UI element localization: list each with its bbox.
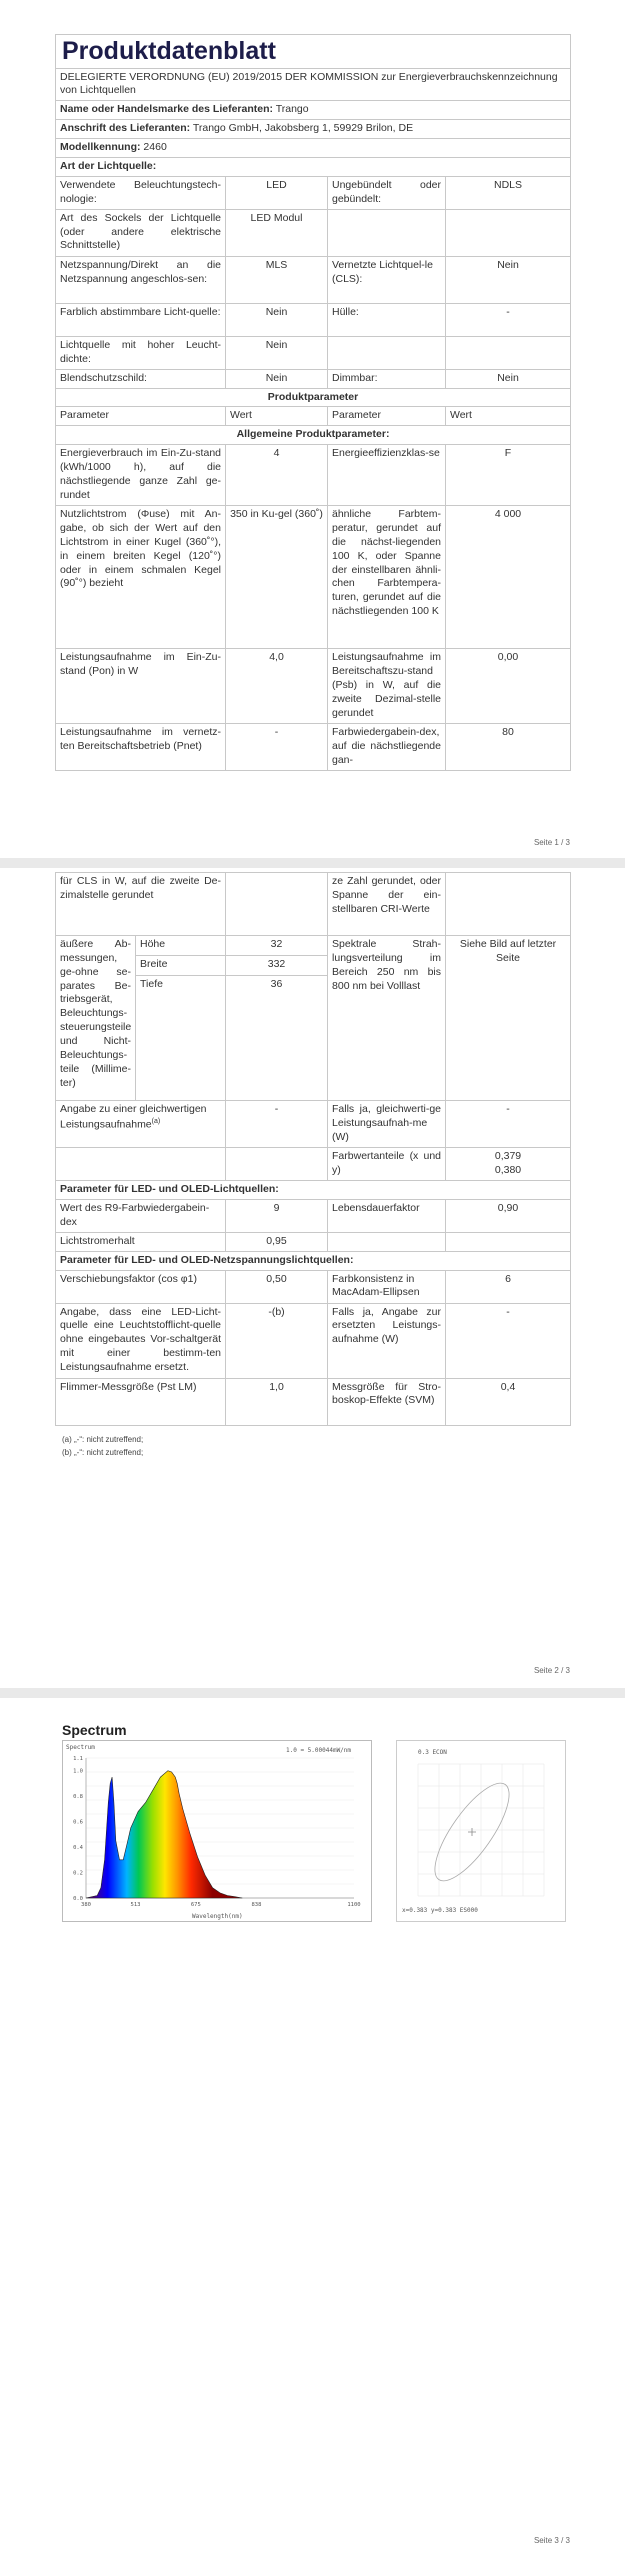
y-tick-label: 0.0 xyxy=(73,1896,83,1902)
y-tick-label: 0.8 xyxy=(73,1794,83,1801)
table-row: Flimmer-Messgröße (Pst LM) 1,0 Messgröße für Stro-boskop-Effekte (SVM) 0,4 xyxy=(56,1378,571,1425)
table-row: Farblich abstimmbare Licht-quelle: Nein Hülle: - xyxy=(56,303,571,336)
model-row xyxy=(56,138,571,157)
mains-params-header: Parameter für LED- und OLED-Netzspannungslichtquellen: xyxy=(56,1251,571,1270)
datasheet-table-1 xyxy=(55,34,571,771)
x-tick-label: 675 xyxy=(190,1902,201,1908)
chromaticity-annotation: x=0.383 y=0.383 ES000 xyxy=(402,1907,478,1914)
column-header-row: Parameter Wert Parameter Wert xyxy=(56,407,571,426)
table-row: für CLS in W, auf die zweite De-zimalstelle gerundet ze Zahl gerundet, oder Spanne der ein-stellbaren CRI-Werte xyxy=(56,873,571,936)
supplier-name: Trango xyxy=(275,103,309,116)
spectrum-xlabel: Wavelength(nm) xyxy=(192,1913,243,1920)
page-number-3: Seite 3 / 3 xyxy=(533,2536,570,2545)
table-row: Angabe, dass eine LED-Licht-quelle eine Leuchtstofflicht-quelle ohne eingebautes Vor-schaltgerät mit einer bestimm-ten Leistungsaufnahme ersetzt. -(b) Falls ja, Angabe zur ersetzten Leistungs-aufnahme (W) - xyxy=(56,1303,571,1378)
table-row: Lichtstromerhalt 0,95 xyxy=(56,1232,571,1251)
table-row: Lichtquelle mit hoher Leucht-dichte: Nein xyxy=(56,336,571,369)
supplier-name-row xyxy=(56,101,571,120)
chromaticity-title: 0.3 ECON xyxy=(418,1749,447,1756)
datasheet-part-1 xyxy=(55,34,570,771)
table-row: Angabe zu einer gleichwertigen Leistungsaufnahme$^{(a)}$ - Falls ja, gleichwerti-ge Leistungsaufnah-me (W) - xyxy=(56,1101,571,1148)
spectrum-chart xyxy=(62,1740,372,1922)
footnote-b: (b) „-“: nicht zutreffend; xyxy=(62,1447,144,1457)
y-tick-label: 1.1 xyxy=(73,1756,83,1762)
product-params-header: Produktparameter xyxy=(56,388,571,407)
model-value: 2460 xyxy=(143,140,167,153)
table-row: Verschiebungsfaktor (cos φ1) 0,50 Farbkonsistenz in MacAdam-Ellipsen 6 xyxy=(56,1270,571,1303)
table-row: Netzspannung/Direkt an die Netzspannung angeschlos-sen: MLS Vernetzte Lichtquel-le (CLS): Nein xyxy=(56,256,571,303)
light-source-header: Art der Lichtquelle: xyxy=(56,157,571,176)
page-title: Produktdatenblatt xyxy=(56,35,571,69)
spectrum-title: Spectrum xyxy=(62,1722,127,1738)
table-row: Verwendete Beleuchtungstech-nologie: LED Ungebündelt oder gebündelt: NDLS xyxy=(56,176,571,209)
supplier-address-label: Anschrift des Lieferanten: xyxy=(60,122,191,135)
dimensions-label: äußere Ab-messungen, ge-ohne se-parates Be-triebsgerät, Beleuchtungs-steuerungsteile und Nicht-Beleuchtungs-teile (Millime-ter) xyxy=(56,936,136,1101)
x-tick-label: 380 xyxy=(81,1902,91,1908)
footnote-a: (a) „-“: nicht zutreffend; xyxy=(62,1435,144,1444)
page-1 xyxy=(0,0,625,858)
supplier-name-label: Name oder Handelsmarke des Lieferanten: xyxy=(60,103,273,116)
regulation-text: DELEGIERTE VERORDNUNG (EU) 2019/2015 DER KOMMISSION zur Energieverbrauchskennzeichnung von Lichtquellen xyxy=(56,68,571,101)
general-params-header: Allgemeine Produktparameter: xyxy=(56,426,571,445)
y-tick-label: 0.6 xyxy=(73,1819,83,1826)
page-number-2: Seite 2 / 3 xyxy=(533,1666,570,1675)
table-row: Leistungsaufnahme im Ein-Zu-stand (Pon) in W 4,0 Leistungsaufnahme im Bereitschaftszu-stand (Psb) in W, auf die zweite Dezimal-stelle gerundet 0,00 xyxy=(56,649,571,724)
dimensions-row: äußere Ab-messungen, ge-ohne se-parates Be-triebsgerät, Beleuchtungs-steuerungsteile und Nicht-Beleuchtungs-teile (Millime-ter) Höhe 32 Spektrale Strah-lungsverteilung im Bereich 250 nm bis 800 nm bei Volllast Siehe Bild auf letzter Seite xyxy=(56,936,571,956)
model-label: Modellkennung: xyxy=(60,140,141,153)
table-row: Blendschutzschild: Nein Dimmbar: Nein xyxy=(56,369,571,388)
footnotes xyxy=(62,1434,143,1460)
table-row: Wert des R9-Farbwiedergabein-dex 9 Lebensdauerfaktor 0,90 xyxy=(56,1199,571,1232)
supplier-address: Trango GmbH, Jakobsberg 1, 59929 Brilon, DE xyxy=(192,122,414,135)
spectrum-annotation: 1.0 = 5.00044mW/nm xyxy=(286,1747,352,1754)
y-tick-label: 0.4 xyxy=(73,1845,83,1852)
dimensions-row: Breite 332 xyxy=(56,956,571,976)
chromaticity-chart xyxy=(396,1740,566,1922)
y-tick-label: 0.2 xyxy=(73,1870,83,1877)
supplier-address-row xyxy=(56,120,571,139)
page-3 xyxy=(0,1698,625,2560)
dimensions-row: Tiefe 36 xyxy=(56,976,571,1101)
x-tick-label: 1100 xyxy=(347,1902,361,1908)
table-row: Energieverbrauch im Ein-Zu-stand (kWh/1000 h), auf die nächstliegende ganze Zahl ge-rundet 4 Energieeffizienzklas-se F xyxy=(56,445,571,506)
page-2 xyxy=(0,868,625,1688)
x-tick-label: 838 xyxy=(251,1902,262,1908)
table-row: Leistungsaufnahme im vernetz-ten Bereitschaftsbetrieb (Pnet) - Farbwiedergabein-dex, auf die nächstliegende gan- 80 xyxy=(56,724,571,771)
spectrum-ylabel: Spectrum xyxy=(66,1744,95,1751)
table-row: Art des Sockels der Lichtquelle (oder andere elektrische Schnittstelle) LED Modul xyxy=(56,209,571,256)
datasheet-part-2 xyxy=(55,872,570,1426)
page-number-1: Seite 1 / 3 xyxy=(533,838,570,847)
y-tick-label: 1.0 xyxy=(73,1768,83,1775)
datasheet-table-2 xyxy=(55,872,571,1426)
table-row: Nutzlichtstrom (Φuse) mit An-gabe, ob sich der Wert auf den Lichtstrom in einer Kugel (360˚°), in einem breiten Kegel (120˚°) oder in einem schmalen Kegel (90˚°) bezieht 350 in Ku-gel (360˚) ähnliche Farbtem-peratur, gerundet auf die nächst-liegenden 100 K, oder Spanne der einstellbaren ähnli-chen Farbtempera-turen, gerundet auf die nächstliegenden 100 K 4 000 xyxy=(56,506,571,649)
led-params-header: Parameter für LED- und OLED-Lichtquellen: xyxy=(56,1181,571,1200)
table-row: Farbwertanteile (x und y) 0,379 0,380 xyxy=(56,1148,571,1181)
x-tick-label: 513 xyxy=(130,1902,141,1908)
